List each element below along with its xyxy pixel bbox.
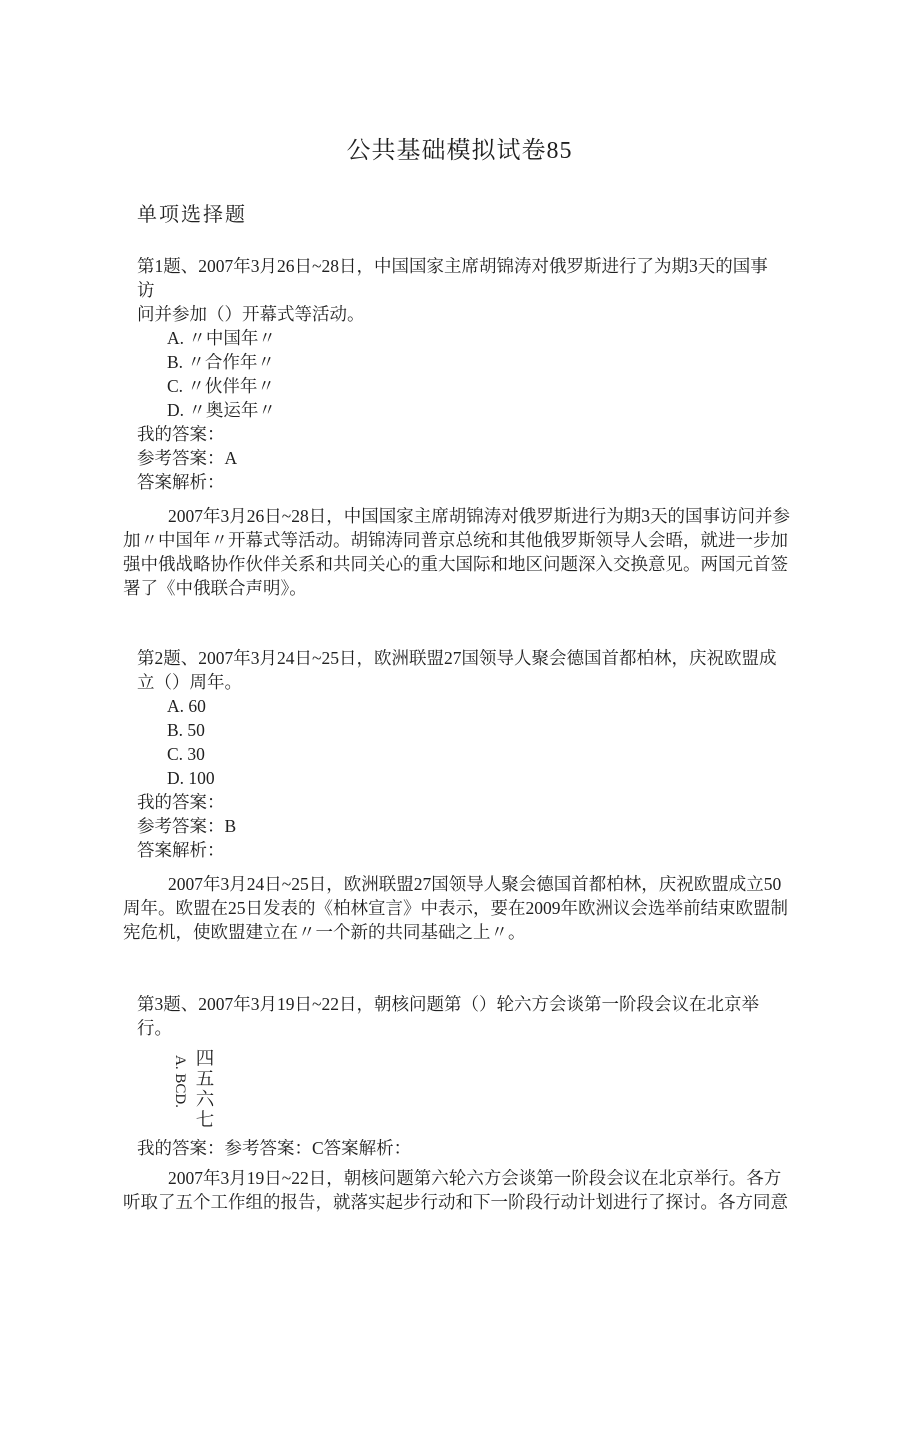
question-3 (123, 992, 788, 1214)
question-1-options (137, 326, 782, 422)
explanation-line: 听取了五个工作组的报告，就落实起步行动和下一阶段行动计划进行了探讨。各方同意 (123, 1192, 788, 1212)
stem-line: 第1题、2007年3月26日~28日，中国国家主席胡锦涛对俄罗斯进行了为期3天的国事访 (137, 256, 768, 300)
question-2 (123, 646, 788, 944)
option-c: C. 〃伙伴年〃 (167, 376, 275, 396)
option-d: D. 〃奥运年〃 (167, 400, 276, 420)
stem-line: 第3题、2007年3月19日~22日，朝核问题第（）轮六方会谈第一阶段会议在北京举 (137, 994, 759, 1014)
explanation-line: 周年。欧盟在25日发表的《柏林宣言》中表示，要在2009年欧洲议会选举前结束欧盟制 (123, 898, 788, 918)
stem-line: 行。 (137, 1018, 172, 1038)
question-1-stem (137, 254, 782, 326)
vertical-option-labels: A. BCD. (172, 1055, 188, 1108)
question-2-explanation (123, 872, 802, 944)
option-b: B. 50 (167, 720, 205, 740)
explanation-line: 加〃中国年〃开幕式等活动。胡锦涛同普京总统和其他俄罗斯领导人会晤，就进一步加 (123, 530, 788, 550)
option-a: A. 〃中国年〃 (167, 328, 276, 348)
reference-answer: 参考答案：A (137, 448, 238, 468)
question-2-answers (137, 790, 782, 862)
stem-line: 第2题、2007年3月24日~25日，欧洲联盟27国领导人聚会德国首都柏林，庆祝欧盟成 (137, 648, 777, 668)
question-3-answer-row: 我的答案：参考答案：C答案解析： (137, 1138, 412, 1158)
my-answer-label: 我的答案： (137, 792, 225, 812)
question-2-options (137, 694, 782, 790)
reference-answer: 参考答案：B (137, 816, 237, 836)
explanation-line: 2007年3月26日~28日，中国国家主席胡锦涛对俄罗斯进行为期3天的国事访问并参 (168, 506, 790, 526)
question-2-stem (137, 646, 782, 694)
question-3-explanation (123, 1166, 802, 1214)
explanation-label: 答案解析： (137, 472, 225, 492)
option-c: C. 30 (167, 744, 205, 764)
explanation-line: 宪危机，使欧盟建立在〃一个新的共同基础之上〃。 (123, 922, 526, 942)
question-1-explanation (123, 504, 802, 600)
question-3-stem (137, 992, 782, 1040)
explanation-line: 署了《中俄联合声明》。 (123, 578, 307, 598)
explanation-line: 强中俄战略协作伙伴关系和共同关心的重大国际和地区问题深入交换意见。两国元首签 (123, 554, 788, 574)
page-title: 公共基础模拟试卷85 (346, 138, 573, 164)
stem-line: 问并参加（）开幕式等活动。 (137, 304, 365, 324)
question-1-answers (137, 422, 782, 494)
question-1 (123, 254, 790, 600)
option-b: B. 〃合作年〃 (167, 352, 275, 372)
explanation-label: 答案解析： (137, 840, 225, 860)
vertical-option-values: 四五六七 (193, 1048, 213, 1130)
explanation-line: 2007年3月19日~22日，朝核问题第六轮六方会谈第一阶段会议在北京举行。各方 (168, 1168, 782, 1188)
section-heading: 单项选择题 (137, 204, 247, 226)
explanation-line: 2007年3月24日~25日，欧洲联盟27国领导人聚会德国首都柏林，庆祝欧盟成立50 (168, 874, 782, 894)
option-a: A. 60 (167, 696, 206, 716)
option-d: D. 100 (167, 768, 215, 788)
question-3-vertical-options (172, 1048, 782, 1130)
stem-line: 立（）周年。 (137, 672, 242, 692)
my-answer-label: 我的答案： (137, 424, 225, 444)
document-page (0, 136, 920, 1437)
